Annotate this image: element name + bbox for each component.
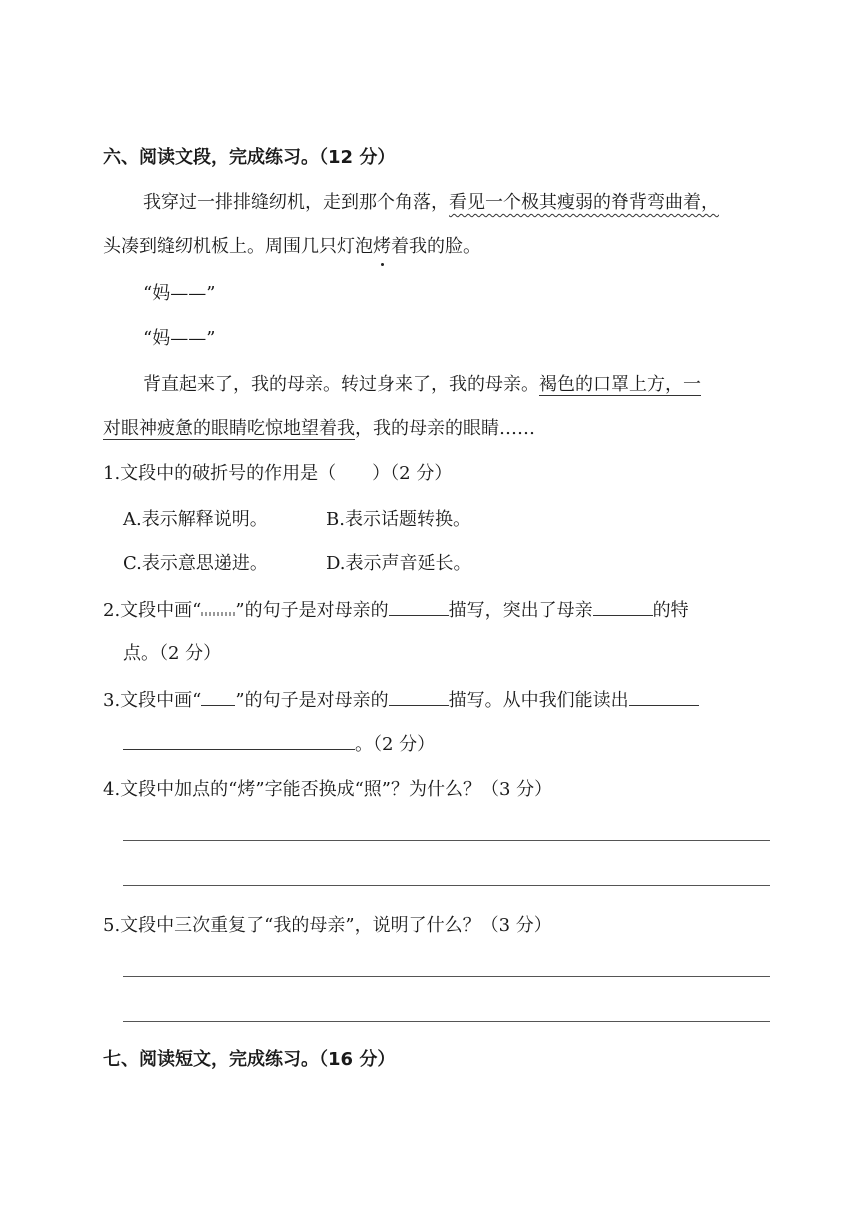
option-a: A.表示解释说明。 xyxy=(123,509,268,530)
answer-blank[interactable] xyxy=(123,731,355,750)
answer-line[interactable] xyxy=(123,840,770,841)
dotted-character: 烤 xyxy=(373,234,391,260)
question-4: 4.文段中加点的“烤”字能否换成“照”？为什么？（3 分） xyxy=(103,779,553,800)
passage-text: 我穿过一排排缝纫机，走到那个角落， xyxy=(143,192,449,213)
passage-para1-line2 xyxy=(103,234,481,260)
question-text: 。（2 分） xyxy=(355,734,436,755)
wavy-line-sample xyxy=(201,602,235,616)
passage-para1-line1 xyxy=(143,190,719,216)
underlined-sentence-part1: 褐色的口罩上方，一 xyxy=(539,374,701,395)
wavy-underlined-sentence: 看见一个极其瘦弱的脊背弯曲着， xyxy=(449,192,719,213)
passage-text: ，我的母亲的眼睛…… xyxy=(355,418,535,439)
question-text: 的特 xyxy=(652,600,689,621)
section-6-title: 六、阅读文段，完成练习。（12 分） xyxy=(103,147,396,168)
answer-blank[interactable] xyxy=(593,597,653,616)
answer-blank[interactable] xyxy=(389,597,449,616)
question-1: 1.文段中的破折号的作用是（ ）（2 分） xyxy=(103,463,453,484)
answer-blank[interactable] xyxy=(629,687,699,706)
question-2-line1 xyxy=(103,597,689,624)
passage-text: 头凑到缝纫机板上。周围几只灯泡 xyxy=(103,236,373,257)
option-d: D.表示声音延长。 xyxy=(326,553,472,574)
passage-para3-line2 xyxy=(103,416,535,442)
answer-line[interactable] xyxy=(123,976,770,977)
question-3-line2 xyxy=(123,731,435,758)
question-2-line2: 点。（2 分） xyxy=(123,643,222,664)
option-b: B.表示话题转换。 xyxy=(326,509,471,530)
question-5: 5.文段中三次重复了“我的母亲”，说明了什么？（3 分） xyxy=(103,915,552,936)
passage-text: 背直起来了，我的母亲。转过身来了，我的母亲。 xyxy=(143,374,539,395)
question-3-line1 xyxy=(103,687,699,714)
passage-para3-line1 xyxy=(143,372,701,398)
passage-text: 着我的脸。 xyxy=(391,236,481,257)
passage-call-1: “妈——” xyxy=(143,283,216,304)
question-text: 2.文段中画“ xyxy=(103,600,202,621)
question-text: 3.文段中画“ xyxy=(103,690,202,711)
question-text: 描写，突出了母亲 xyxy=(448,600,593,621)
option-c: C.表示意思递进。 xyxy=(123,553,268,574)
answer-line[interactable] xyxy=(123,1021,770,1022)
question-text: ”的句子是对母亲的 xyxy=(235,690,389,711)
passage-call-2: “妈——” xyxy=(143,328,216,349)
underlined-sentence-part2: 对眼神疲惫的眼睛吃惊地望着我 xyxy=(103,418,355,439)
answer-line[interactable] xyxy=(123,885,770,886)
question-text: 描写。从中我们能读出 xyxy=(448,690,629,711)
answer-blank[interactable] xyxy=(389,687,449,706)
question-text: ”的句子是对母亲的 xyxy=(235,600,389,621)
section-7-title: 七、阅读短文，完成练习。（16 分） xyxy=(103,1049,396,1070)
straight-line-sample xyxy=(201,687,235,706)
